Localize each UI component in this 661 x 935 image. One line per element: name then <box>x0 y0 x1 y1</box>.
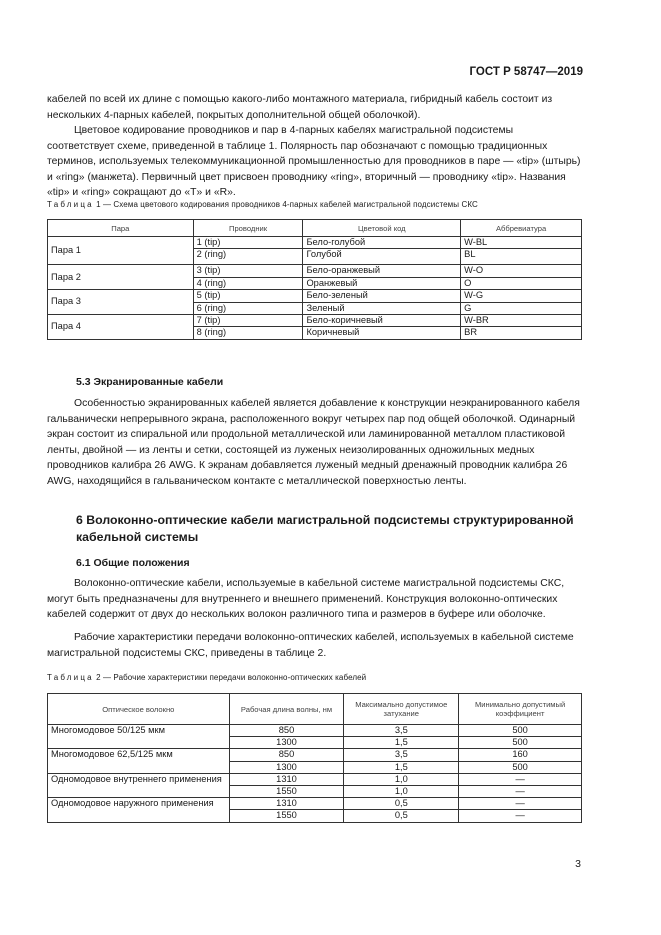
table-cell: BR <box>461 327 582 339</box>
section-5-3-title: 5.3 Экранированные кабели <box>76 376 224 388</box>
table2 <box>47 693 582 823</box>
table2-caption-word: Таблица <box>47 673 94 682</box>
table-cell: 1,5 <box>344 737 459 749</box>
table-row <box>48 315 582 327</box>
table1-header-color: Цветовой код <box>303 220 461 237</box>
table-row <box>48 725 582 737</box>
table-cell: 0,5 <box>344 810 459 822</box>
table-cell: Бело-оранжевый <box>303 265 461 277</box>
table-cell: — <box>459 810 582 822</box>
table-cell: 3,5 <box>344 749 459 761</box>
table-cell: Голубой <box>303 249 461 265</box>
table-row <box>48 237 582 249</box>
table-cell: 1,5 <box>344 761 459 773</box>
table-cell: 1310 <box>229 773 344 785</box>
table-cell: W-BR <box>461 315 582 327</box>
table1-pair-name: Пара 2 <box>48 265 194 290</box>
table2-fiber-name: Многомодовое 62,5/125 мкм <box>48 749 230 773</box>
table-cell: 8 (ring) <box>193 327 303 339</box>
table-cell: W-O <box>461 265 582 277</box>
table-cell: 1,0 <box>344 786 459 798</box>
table-cell: 3 (tip) <box>193 265 303 277</box>
table1-header-abbr: Аббревиатура <box>461 220 582 237</box>
table-cell: G <box>461 302 582 314</box>
table-cell: 3,5 <box>344 725 459 737</box>
table-cell: W-G <box>461 290 582 302</box>
table-cell: Бело-коричневый <box>303 315 461 327</box>
table-cell: Бело-голубой <box>303 237 461 249</box>
table-cell: 500 <box>459 725 582 737</box>
table2-header-attenuation: Максимально допустимое затухание <box>344 694 459 725</box>
table-cell: 7 (tip) <box>193 315 303 327</box>
table1 <box>47 219 582 340</box>
table1-header-conductor: Проводник <box>193 220 303 237</box>
intro-paragraph-1: кабелей по всей их длине с помощью какого-либо монтажного материала, гибридный кабель состоит из нескольких 4-парных кабелей, покрытых дополнительной общей оболочкой). <box>47 94 553 121</box>
table-cell: Зеленый <box>303 302 461 314</box>
table-cell: 850 <box>229 725 344 737</box>
section-6-title: 6 Волоконно-оптические кабели магистральной подсистемы структурированной кабельной системы <box>76 513 574 544</box>
table-cell: — <box>459 773 582 785</box>
table-row <box>48 749 582 761</box>
table2-caption-text: 2 — Рабочие характеристики передачи волоконно-оптических кабелей <box>96 673 367 682</box>
table-cell: 0,5 <box>344 798 459 810</box>
document-header: ГОСТ Р 58747—2019 <box>469 66 583 78</box>
table-row <box>48 773 582 785</box>
table1-pair-name: Пара 1 <box>48 237 194 265</box>
table2-caption <box>47 673 366 682</box>
table-cell: 500 <box>459 761 582 773</box>
table-cell: 2 (ring) <box>193 249 303 265</box>
table-cell: 850 <box>229 749 344 761</box>
table1-pair-name: Пара 3 <box>48 290 194 315</box>
table-cell: W-BL <box>461 237 582 249</box>
table-cell: BL <box>461 249 582 265</box>
table-row <box>48 290 582 302</box>
table1-caption-word: Таблица <box>47 200 94 209</box>
table-cell: 5 (tip) <box>193 290 303 302</box>
table-cell: 1300 <box>229 737 344 749</box>
table-row <box>48 798 582 810</box>
table2-fiber-name: Многомодовое 50/125 мкм <box>48 725 230 749</box>
table-cell: 1310 <box>229 798 344 810</box>
table-cell: 4 (ring) <box>193 277 303 289</box>
table-cell: 1300 <box>229 761 344 773</box>
table-cell: 6 (ring) <box>193 302 303 314</box>
table-cell: 1 (tip) <box>193 237 303 249</box>
table-cell: Бело-зеленый <box>303 290 461 302</box>
table-cell: 1550 <box>229 786 344 798</box>
table2-fiber-name: Одномодовое внутреннего применения <box>48 773 230 797</box>
page-number: 3 <box>575 858 581 870</box>
table1-caption <box>47 200 478 209</box>
section-6-1-paragraph-1: Волоконно-оптические кабели, используемые в кабельной системе магистральной подсистемы СКС, могут быть предназначены для внутреннего и внешнего применений. Конструкция волоконно-оптических кабелей содержит от двух до нескольких волокон различного типа и размеров в буфере или оболочке. <box>47 578 565 621</box>
table2-fiber-name: Одномодовое наружного применения <box>48 798 230 822</box>
section-5-3-paragraph: Особенностью экранированных кабелей является добавление к конструкции неэкранированного кабеля гальванически непрерывного экрана, расположенного вокруг четырех пар под общей оболочкой. Одинарный экран состоит из спиральной или продольной металлической или ламинированной металлом пластиковой ленты, двойной — из ленты и сетки, состоящей из луженых неизолированных одножильных медных проводников калибра 26 AWG. К экранам добавляется луженый медный дренажный проводник калибра 26 AWG, находящийся в гальваническом контакте с металлической поверхностью ленты. <box>47 398 580 487</box>
table-cell: — <box>459 798 582 810</box>
table1-caption-text: 1 — Схема цветового кодирования проводников 4-парных кабелей магистральной подсистемы СКС <box>96 200 478 209</box>
table-cell: 1550 <box>229 810 344 822</box>
table-cell: 1,0 <box>344 773 459 785</box>
table2-header-coefficient: Минимально допустимый коэффициент <box>459 694 582 725</box>
table1-pair-name: Пара 4 <box>48 315 194 340</box>
table-row <box>48 265 582 277</box>
table-cell: Коричневый <box>303 327 461 339</box>
table1-header-pair: Пара <box>48 220 194 237</box>
table-cell: 160 <box>459 749 582 761</box>
intro-paragraph-2: Цветовое кодирование проводников и пар в 4-парных кабелях магистральной подсистемы соответствует схеме, приведенной в таблице 1. Полярность пар обозначают с помощью традиционных терминов, используемых телекоммуникационной промышленностью для проводников в паре — «tip» (штырь) и «ring» (манжета). Первичный цвет присвоен проводнику «ring», вторичный — проводнику «tip». Названия «tip» и «ring» сокращают до «T» и «R». <box>47 125 581 199</box>
table-cell: 500 <box>459 737 582 749</box>
section-6-1-paragraph-2: Рабочие характеристики передачи волоконно-оптических кабелей, используемых в кабельной системе магистральной подсистемы СКС, приведены в таблице 2. <box>47 632 574 659</box>
table2-header-wavelength: Рабочая длина волны, нм <box>229 694 344 725</box>
table-cell: O <box>461 277 582 289</box>
table2-header-fiber: Оптическое волокно <box>48 694 230 725</box>
section-6-1-title: 6.1 Общие положения <box>76 557 190 569</box>
table-cell: — <box>459 786 582 798</box>
table-cell: Оранжевый <box>303 277 461 289</box>
